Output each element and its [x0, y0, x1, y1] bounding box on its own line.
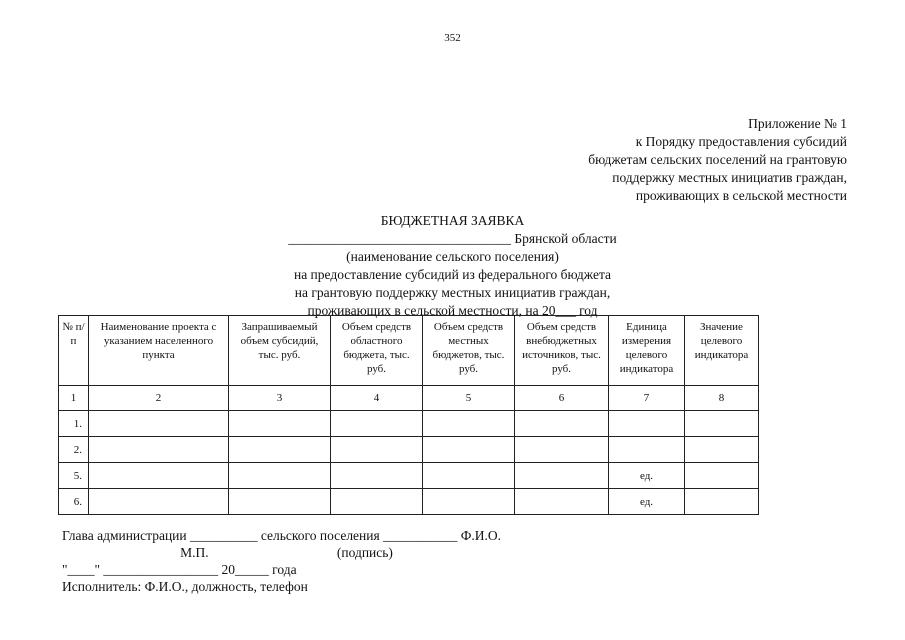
signature-block	[62, 527, 501, 595]
header-cell: Значение целевого индикатора	[685, 316, 759, 386]
table-cell	[331, 411, 423, 437]
table-cell	[515, 437, 609, 463]
table-row	[59, 463, 759, 489]
unit-cell: ед.	[609, 489, 685, 515]
column-number: 6	[515, 386, 609, 411]
table-cell	[423, 437, 515, 463]
column-number-row	[59, 386, 759, 411]
appendix-block	[588, 115, 847, 205]
signature-line: Глава администрации __________ сельского поселения ___________ Ф.И.О.	[62, 528, 502, 543]
column-number: 7	[609, 386, 685, 411]
date-line: "____" _________________ 20_____ года	[62, 562, 297, 577]
budget-request-table	[58, 315, 759, 515]
row-number: 2.	[59, 437, 89, 463]
table-cell	[331, 463, 423, 489]
table-cell	[685, 437, 759, 463]
table-row	[59, 411, 759, 437]
table-cell	[229, 411, 331, 437]
table-cell	[229, 489, 331, 515]
header-cell: Объем средств внебюджетных источников, тыс. руб.	[515, 316, 609, 386]
header-cell: Объем средств местных бюджетов, тыс. руб.	[423, 316, 515, 386]
header-cell: № п/п	[59, 316, 89, 386]
purpose-line: на предоставление субсидий из федерального бюджета	[293, 267, 612, 282]
table-cell	[685, 411, 759, 437]
table-cell	[89, 437, 229, 463]
table-cell	[423, 463, 515, 489]
column-number: 2	[89, 386, 229, 411]
table-cell	[331, 437, 423, 463]
column-number: 3	[229, 386, 331, 411]
header-cell: Наименование проекта с указанием населенного пункта	[89, 316, 229, 386]
header-cell: Единица измерения целевого индикатора	[609, 316, 685, 386]
table-row	[59, 489, 759, 515]
stamp-line: М.П. (подпись)	[62, 545, 393, 560]
appendix-line: к Порядку предоставления субсидий	[635, 134, 847, 149]
table-cell	[515, 489, 609, 515]
header-cell: Объем средств областного бюджета, тыс. руб.	[331, 316, 423, 386]
document-heading	[0, 212, 905, 320]
column-number: 1	[59, 386, 89, 411]
row-number: 1.	[59, 411, 89, 437]
table-cell	[423, 489, 515, 515]
table-cell	[229, 463, 331, 489]
column-number: 4	[331, 386, 423, 411]
page-number: 352	[444, 32, 461, 44]
executor-line: Исполнитель: Ф.И.О., должность, телефон	[62, 579, 308, 594]
appendix-line: бюджетам сельских поселений на грантовую	[588, 152, 847, 167]
table-cell	[609, 411, 685, 437]
table-cell	[685, 489, 759, 515]
table-row	[59, 437, 759, 463]
table-cell	[229, 437, 331, 463]
settlement-name-hint: (наименование сельского поселения)	[346, 249, 559, 264]
table-cell	[89, 463, 229, 489]
table-cell	[609, 437, 685, 463]
table-cell	[331, 489, 423, 515]
table-cell	[423, 411, 515, 437]
unit-cell: ед.	[609, 463, 685, 489]
column-number: 5	[423, 386, 515, 411]
table-cell	[685, 463, 759, 489]
table-cell	[89, 489, 229, 515]
purpose-line: проживающих в сельской местности, на 20___ год	[307, 303, 598, 318]
appendix-line: поддержку местных инициатив граждан,	[612, 170, 847, 185]
header-cell: Запрашиваемый объем субсидий, тыс. руб.	[229, 316, 331, 386]
row-number: 5.	[59, 463, 89, 489]
table-cell	[515, 463, 609, 489]
region-line: _________________________________ Брянской области	[288, 231, 617, 246]
row-number: 6.	[59, 489, 89, 515]
document-title: БЮДЖЕТНАЯ ЗАЯВКА	[380, 213, 525, 228]
table-cell	[89, 411, 229, 437]
appendix-line: Приложение № 1	[748, 116, 847, 131]
purpose-line: на грантовую поддержку местных инициатив граждан,	[294, 285, 611, 300]
column-number: 8	[685, 386, 759, 411]
appendix-line: проживающих в сельской местности	[635, 188, 847, 203]
table-cell	[515, 411, 609, 437]
